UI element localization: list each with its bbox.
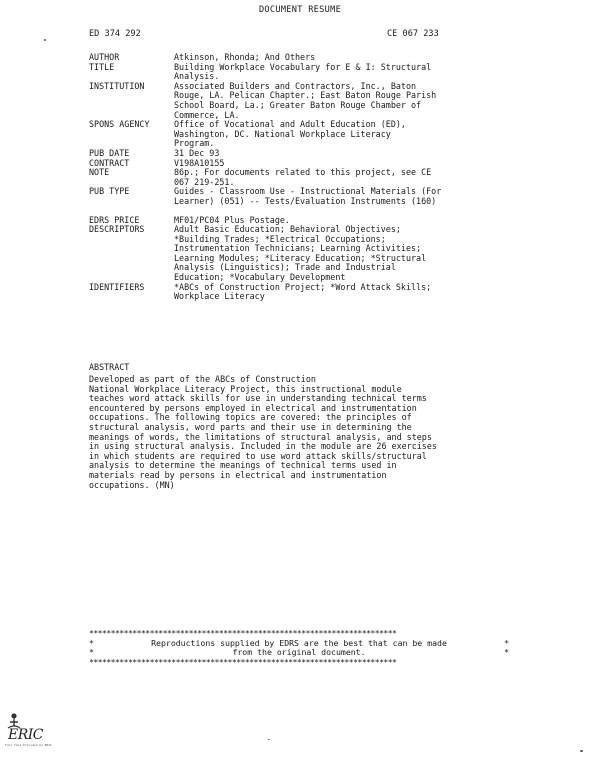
field-label: TITLE [89,61,115,72]
field-label: EDRS PRICE [89,214,140,225]
asterisk-marker: * [504,637,509,648]
spacer [89,207,509,216]
asterisk-border-top: *********************************************************************** [89,629,397,638]
field-label: IDENTIFIERS [89,281,145,292]
field-label: PUB TYPE [89,186,130,197]
abstract-heading: ABSTRACT [89,362,130,372]
field-value: 86p.; For documents related to this project, see CE 067 219-251. [174,167,432,187]
scan-speck [268,739,270,740]
field-value: Office of Vocational and Adult Education (ED), Washington, DC. National Workplace Literacy Program. [174,119,406,149]
field-title [89,63,509,82]
field-label: SPONS AGENCY [89,119,150,130]
asterisk-marker: * [89,637,94,648]
field-spons-agency [89,120,509,149]
field-label: INSTITUTION [89,80,145,91]
reproduction-notice [89,629,509,667]
scan-speck [44,39,46,41]
field-label: PUB DATE [89,147,130,158]
field-descriptors [89,225,509,283]
field-value: Guides - Classroom Use - Instructional Materials (For Learner) (051) -- Tests/Evaluation Instruments (160) [174,186,442,206]
field-value: V198A10155 [174,157,225,168]
field-label: AUTHOR [89,52,120,62]
field-value: MF01/PC04 Plus Postage. [174,214,290,225]
abstract-text: Developed as part of the ABCs of Construction National Workplace Literacy Project, this instructional module teaches word attack skills for use in understanding technical terms encountered by persons employed in electrical and instrumentation occupations. The following topics are covered: the principles of structural analysis, word parts and their use in determining the meanings of words, the limitations of structural analysis, and steps in using structural analysis. Included in the module are 26 exercises in which students are required to use word attack skills/structural analysis to determine the meanings of technical terms used in materials read by persons in electrical and instrumentation occupations. (MN) [89,374,437,490]
ce-clearinghouse-number: CE 067 233 [387,29,439,39]
field-label: DESCRIPTORS [89,224,145,235]
scan-speck [580,750,583,752]
field-identifiers [89,283,509,302]
field-value: 31 Dec 93 [174,147,220,158]
eric-logo-subtext: Full Text Provided by ERIC [5,743,52,747]
field-pub-date [89,149,509,159]
asterisk-border-bottom: *********************************************************************** [89,657,397,667]
field-pub-type [89,187,509,206]
asterisk-marker: * [89,647,94,658]
asterisk-marker: * [504,647,509,658]
field-label: NOTE [89,167,110,178]
field-label: CONTRACT [89,157,130,168]
field-value: Atkinson, Rhonda; And Others [174,52,316,62]
field-note [89,168,509,187]
bibliographic-fields [89,53,509,302]
notice-text-2: from the original document. [232,647,366,658]
notice-line-2 [89,648,509,658]
field-value: *ABCs of Construction Project; *Word Attack Skills; Workplace Literacy [174,281,432,302]
eric-logo-text: ERIC [8,727,44,743]
field-value: Associated Builders and Contractors, Inc., Baton Rouge, LA. Pelican Chapter.; East Baton Rouge Parish School Board, La.; Greater Baton Rouge Chamber of Commerce, LA. [174,80,437,120]
field-value: Adult Basic Education; Behavioral Objectives; *Building Trades; *Electrical Occupations; Instrumentation Technicians; Learning Activities; Learning Modules; *Literacy Education; *Structural Analysis (Linguistics); Trade and Industrial Education; *Vocabulary Development [174,224,427,283]
ed-accession-number: ED 374 292 [89,29,141,39]
notice-text-1: Reproductions supplied by EDRS are the best that can be made [151,637,447,648]
field-institution [89,82,509,120]
document-title: DOCUMENT RESUME [258,5,342,15]
field-value: Building Workplace Vocabulary for E & I: Structural Analysis. [174,61,432,82]
